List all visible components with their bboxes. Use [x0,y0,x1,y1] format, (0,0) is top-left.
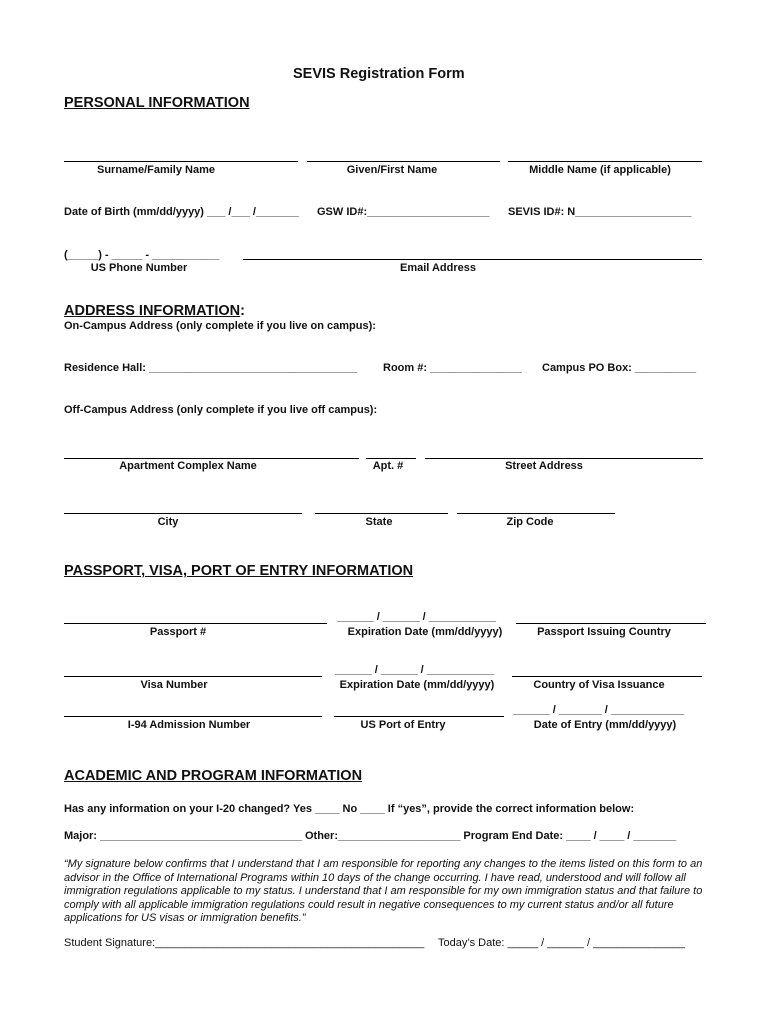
visa-country-label: Country of Visa Issuance [533,679,665,691]
city-field[interactable] [64,513,302,514]
apartment-complex-label: Apartment Complex Name [119,460,257,472]
given-name-label: Given/First Name [346,164,438,176]
street-address-label: Street Address [505,460,583,472]
visa-number-label: Visa Number [140,679,208,691]
surname-label: Surname/Family Name [97,164,215,176]
apt-number-field[interactable] [366,458,416,459]
i94-number-label: I-94 Admission Number [127,719,251,731]
visa-country-field[interactable] [512,676,702,677]
given-name-field[interactable] [307,161,500,162]
signature-statement: “My signature below confirms that I understand that I am responsible for reporting any changes to the items listed on this form to an advisor in the Office of International Programs within 10 days of the change occurring. I have read, understood and will follow all immigration regulations applicable to my status. I understand that I am responsible for my own immigration status and that failure to comply with all applicable immigration regulations could result in negative consequences to my current status and/or all future applications for US visas or immigration benefits.” [64,858,703,924]
major-other-end-date-fields[interactable]: Major: _________________________________ Other:____________________ Program End Date: ____ / ____ / _______ [64,830,677,842]
apartment-complex-field[interactable] [64,458,359,459]
passport-country-field[interactable] [516,623,706,624]
entry-date-field[interactable]: ______ / _______ / ____________ [513,704,685,716]
passport-number-label: Passport # [149,626,207,638]
residence-hall-field[interactable]: Residence Hall: __________________________________ [64,362,357,374]
address-section-heading: ADDRESS INFORMATION: [64,303,245,319]
phone-label: US Phone Number [90,262,188,274]
academic-section-heading: ACADEMIC AND PROGRAM INFORMATION [64,768,363,784]
passport-country-label: Passport Issuing Country [537,626,671,638]
passport-section-heading: PASSPORT, VISA, PORT OF ENTRY INFORMATION [64,563,414,579]
apt-number-label: Apt. # [372,460,404,472]
email-label: Email Address [399,262,476,274]
state-label: State [365,516,393,528]
on-campus-note: On-Campus Address (only complete if you live on campus): [64,320,376,332]
i94-number-field[interactable] [64,716,322,717]
zip-code-field[interactable] [457,513,615,514]
port-of-entry-label: US Port of Entry [360,719,446,731]
visa-expiration-label: Expiration Date (mm/dd/yyyy) [339,679,495,691]
passport-expiration-field[interactable]: ______ / ______ / ___________ [337,611,497,623]
todays-date-field[interactable]: Today’s Date: _____ / ______ / _______________ [438,937,685,949]
city-label: City [157,516,179,528]
visa-number-field[interactable] [64,676,322,677]
form-title: SEVIS Registration Form [293,66,465,82]
passport-expiration-label: Expiration Date (mm/dd/yyyy) [347,626,503,638]
middle-name-label: Middle Name (if applicable) [529,164,671,176]
room-number-field[interactable]: Room #: _______________ [383,362,522,374]
off-campus-note: Off-Campus Address (only complete if you live off campus): [64,404,378,416]
middle-name-field[interactable] [508,161,702,162]
phone-field[interactable]: (_____) - _____ - ___________ [64,249,220,261]
gsw-id-field[interactable]: GSW ID#:____________________ [317,206,490,218]
state-field[interactable] [315,513,448,514]
visa-expiration-field[interactable]: ______ / ______ / ___________ [335,664,495,676]
entry-date-label: Date of Entry (mm/dd/yyyy) [533,719,677,731]
email-field[interactable] [243,259,702,260]
street-address-field[interactable] [425,458,703,459]
personal-section-heading: PERSONAL INFORMATION [64,95,250,111]
surname-field[interactable] [64,161,298,162]
campus-po-box-field[interactable]: Campus PO Box: __________ [542,362,697,374]
passport-number-field[interactable] [64,623,327,624]
port-of-entry-field[interactable] [334,716,504,717]
student-signature-field[interactable]: Student Signature:____________________________________________ [64,937,425,949]
zip-code-label: Zip Code [506,516,554,528]
sevis-id-field[interactable]: SEVIS ID#: N___________________ [508,206,692,218]
dob-field[interactable]: Date of Birth (mm/dd/yyyy) ___ /___ /_______ [64,206,299,218]
i20-changed-question[interactable]: Has any information on your I-20 changed? Yes ____ No ____ If “yes”, provide the correct information below: [64,803,635,815]
